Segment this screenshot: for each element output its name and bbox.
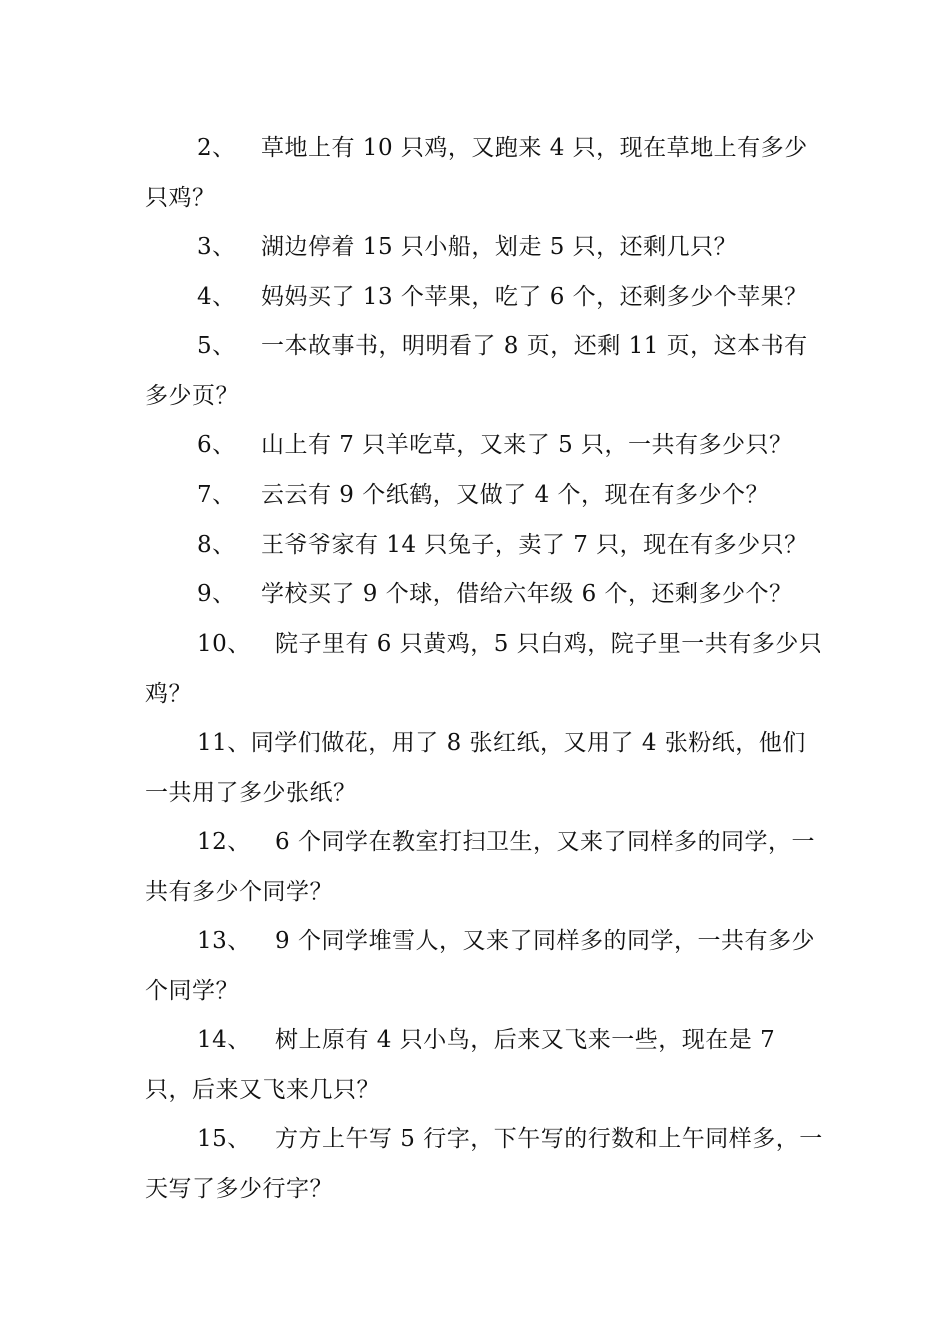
- problem-3: [145, 223, 825, 273]
- problem-number: 9、: [197, 581, 236, 607]
- problem-text: 树上原有 4 只小鸟，后来又飞来一些，现在是 7 只，后来又飞来几只？: [145, 1027, 776, 1103]
- problem-14: [145, 1016, 825, 1115]
- problem-text: 6 个同学在教室打扫卫生，又来了同样多的同学，一共有多少个同学？: [145, 829, 815, 905]
- problem-text: 学校买了 9 个球，借给六年级 6 个，还剩多少个？: [261, 581, 793, 607]
- problem-text: 山上有 7 只羊吃草，又来了 5 只，一共有多少只？: [261, 432, 793, 458]
- problem-13: [145, 917, 825, 1016]
- problem-text: 王爷爷家有 14 只兔子，卖了 7 只，现在有多少只？: [261, 532, 808, 558]
- problem-4: [145, 273, 825, 323]
- problem-number: 4、: [197, 284, 236, 310]
- problem-number: 14、: [197, 1027, 251, 1053]
- problem-8: [145, 521, 825, 571]
- problem-text: 方方上午写 5 行字，下午写的行数和上午同样多，一天写了多少行字？: [145, 1126, 823, 1202]
- problem-6: [145, 421, 825, 471]
- problem-number: 3、: [197, 234, 236, 260]
- problem-text: 云云有 9 个纸鹤，又做了 4 个，现在有多少个？: [261, 482, 770, 508]
- problem-number: 6、: [197, 432, 236, 458]
- problem-number: 11、: [197, 730, 251, 756]
- problem-text: 草地上有 10 只鸡，又跑来 4 只，现在草地上有多少只鸡？: [145, 135, 808, 211]
- problem-2: [145, 124, 825, 223]
- problem-5: [145, 322, 825, 421]
- problem-11: [145, 719, 825, 818]
- problem-number: 5、: [197, 333, 236, 359]
- problem-text: 湖边停着 15 只小船，划走 5 只，还剩几只？: [261, 234, 738, 260]
- problem-12: [145, 818, 825, 917]
- problem-number: 8、: [197, 532, 236, 558]
- problem-15: [145, 1115, 825, 1214]
- problem-number: 10、: [197, 631, 251, 657]
- problem-number: 2、: [197, 135, 236, 161]
- problem-number: 12、: [197, 829, 251, 855]
- problem-number: 15、: [197, 1126, 251, 1152]
- problem-10: [145, 620, 825, 719]
- problem-number: 13、: [197, 928, 251, 954]
- problem-text: 院子里有 6 只黄鸡，5 只白鸡，院子里一共有多少只鸡？: [145, 631, 823, 707]
- problem-text: 同学们做花，用了 8 张红纸，又用了 4 张粉纸，他们一共用了多少张纸？: [145, 730, 806, 806]
- problem-number: 7、: [197, 482, 236, 508]
- problem-7: [145, 471, 825, 521]
- problem-text: 一本故事书，明明看了 8 页，还剩 11 页，这本书有多少页？: [145, 333, 808, 409]
- problem-text: 9 个同学堆雪人，又来了同样多的同学，一共有多少个同学？: [145, 928, 815, 1004]
- problem-text: 妈妈买了 13 个苹果，吃了 6 个，还剩多少个苹果？: [261, 284, 808, 310]
- problem-9: [145, 570, 825, 620]
